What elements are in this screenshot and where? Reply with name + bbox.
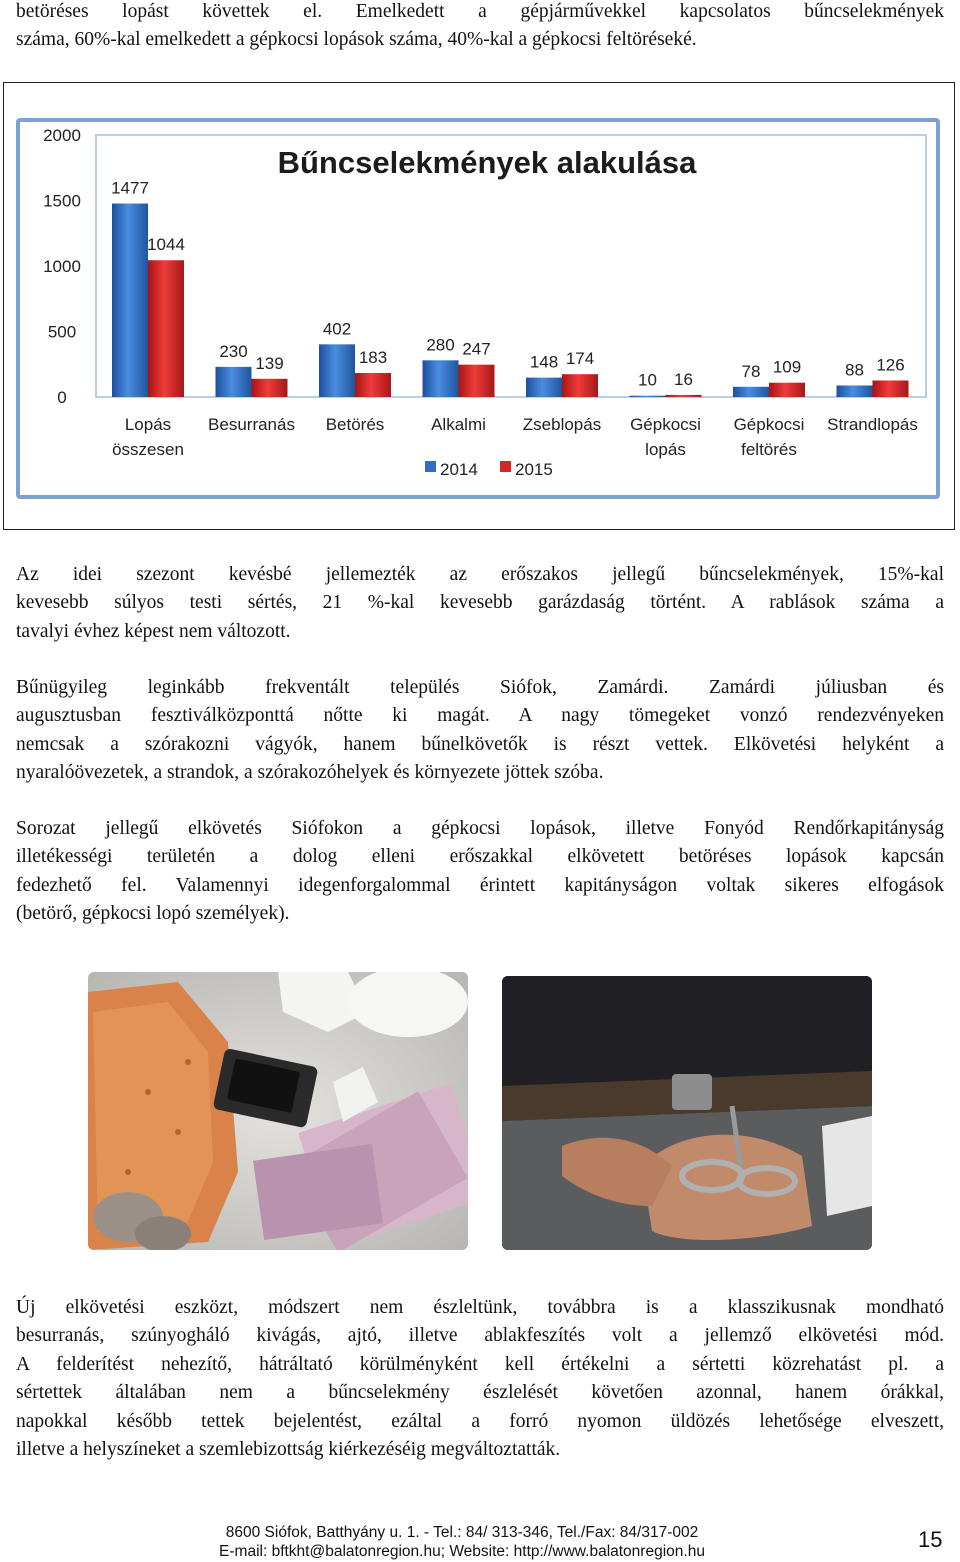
text-line: illetékességi területén a dolog elleni erőszakkal elkövetett betöréses lopások kapcsán	[16, 846, 944, 868]
bar-2015	[459, 365, 495, 397]
data-label-2014: 78	[741, 361, 761, 381]
legend-swatch-2014	[425, 461, 436, 472]
bar-2014	[630, 396, 666, 397]
text-line: Az idei szezont kevésbé jellemezték az erőszakos jellegű bűncselekmények, 15%-kal	[16, 564, 944, 585]
bar-2015	[355, 373, 391, 397]
x-category-label: Strandlopás	[827, 415, 918, 434]
x-category-label: összesen	[112, 440, 184, 459]
chart-title: Bűncselekmények alakulása	[277, 145, 697, 180]
text-line: sértettek általában nem a bűncselekmény észlelését követően azonnal, hanem órákkal,	[16, 1382, 944, 1404]
y-tick-label: 500	[47, 322, 77, 342]
text-line: kevesebb súlyos testi sértés, 21 %-kal kevesebb garázdaság történt. A rablások száma a	[16, 592, 944, 614]
bar-2014	[216, 367, 252, 397]
bars-group	[111, 179, 908, 397]
bar-2014	[526, 378, 562, 397]
handcuffed-suspect-photo	[502, 976, 872, 1250]
text-line: besurranás, szúnyogháló kivágás, ajtó, illetve ablakfeszítés volt a jellemző elkövetési mód.	[16, 1325, 944, 1347]
bar-2015	[769, 383, 805, 397]
text-line: száma, 60%-kal emelkedett a gépkocsi lopások száma, 40%-kal a gépkocsi feltöréseké.	[16, 29, 697, 51]
text-line: tavalyi évhez képest nem változott.	[16, 620, 291, 642]
data-label-2015: 247	[462, 339, 491, 359]
handcuffed-suspect-illustration	[502, 976, 872, 1250]
bar-2014	[733, 387, 769, 397]
crime-chart	[3, 82, 955, 530]
seized-items-illustration	[88, 972, 468, 1250]
x-category-label: feltörés	[741, 440, 797, 459]
y-tick-label: 2000	[43, 126, 81, 145]
paragraph-hotspots	[16, 674, 944, 788]
text-line: nemcsak a szórakozni vágyók, hanem bűnelkövetők is részt vettek. Elkövetési helyként a	[16, 733, 944, 755]
text-line: fedezhető fel. Valamennyi idegenforgalommal érintett kapitányságon voltak sikeres elfogások	[16, 874, 944, 896]
data-label-2015: 174	[565, 349, 595, 369]
legend-label-2014: 2014	[440, 460, 478, 479]
x-category-label: Gépkocsi	[630, 415, 701, 434]
y-tick-label: 0	[57, 388, 67, 407]
x-category-label: Betörés	[325, 415, 385, 434]
text-line: Sorozat jellegű elkövetés Siófokon a gépkocsi lopások, illetve Fonyód Rendőrkapitányság	[16, 818, 944, 839]
paragraph-methods	[16, 1294, 944, 1464]
intro-paragraph	[16, 0, 944, 55]
x-category-label: Gépkocsi	[733, 415, 805, 434]
data-label-2015: 16	[674, 369, 693, 389]
text-line: illetve a helyszíneket a szemlebizottság kiérkezéséig megváltoztatták.	[16, 1439, 561, 1461]
x-category-label: Besurranás	[208, 415, 295, 434]
bar-2015	[666, 395, 702, 397]
data-label-2014: 148	[529, 352, 559, 372]
text-line: (betörő, gépkocsi lopó személyek).	[16, 903, 290, 925]
y-axis	[43, 126, 81, 407]
data-label-2015: 139	[255, 353, 284, 373]
paragraph-violent-crime	[16, 561, 944, 646]
bar-2014	[423, 360, 459, 397]
data-label-2014: 230	[219, 341, 248, 361]
x-axis-labels	[112, 415, 918, 459]
text-line: Bűnügyileg leginkább frekventált település Siófok, Zamárdi. Zamárdi júliusban és	[16, 677, 944, 698]
bar-2015	[148, 260, 184, 397]
data-label-2014: 280	[426, 335, 455, 355]
data-label-2014: 402	[322, 319, 352, 339]
text-line: Új elkövetési eszközt, módszert nem észleltünk, továbbra is a klasszikusnak mondható	[16, 1297, 944, 1318]
legend	[425, 460, 553, 479]
data-label-2014: 1477	[111, 178, 149, 198]
text-line: augusztusban fesztiválközponttá nőtte ki magát. A nagy tömegeket vonzó rendezvényeken	[16, 705, 944, 727]
y-tick-label: 1000	[43, 257, 81, 276]
footer-address: 8600 Siófok, Batthyány u. 1. - Tel.: 84/ 313-346, Tel./Fax: 84/317-002	[225, 1524, 699, 1541]
bar-2014	[112, 204, 148, 397]
chart-canvas	[4, 83, 954, 529]
bar-2014	[319, 344, 355, 397]
y-tick-label: 1500	[43, 191, 81, 211]
seized-items-photo	[88, 972, 468, 1250]
footer-contact: E-mail: bftkht@balatonregion.hu; Website: http://www.balatonregion.hu	[219, 1543, 705, 1560]
bar-2015	[873, 380, 909, 397]
data-label-2015: 126	[876, 355, 905, 375]
x-category-label: Alkalmi	[431, 415, 486, 434]
paragraph-serial-offences	[16, 815, 944, 929]
legend-swatch-2015	[500, 461, 511, 472]
text-line: nyaralóövezetek, a strandok, a szórakozóhelyek és környezete jöttek szóba.	[16, 762, 604, 784]
text-line: betöréses lopást követtek el. Emelkedett a gépjárművekkel kapcsolatos bűncselekmények	[16, 1, 944, 22]
text-line: napokkal később tettek bejelentést, ezáltal a forró nyomon üldözés lehetősége elveszett,	[16, 1410, 944, 1432]
x-category-label: Zseblopás	[522, 415, 602, 434]
bar-2014	[837, 385, 873, 397]
data-label-2014: 88	[845, 360, 864, 380]
legend-label-2015: 2015	[515, 460, 553, 479]
page-number: 15	[918, 1527, 943, 1552]
bar-2015	[562, 374, 598, 397]
data-label-2015: 1044	[147, 235, 185, 255]
data-label-2015: 183	[358, 348, 388, 368]
data-label-2015: 109	[772, 357, 802, 377]
text-line: A felderítést nehezítő, hátráltató körülményként kell értékelni a sértetti közrehatást pl. a	[16, 1353, 944, 1375]
data-label-2014: 10	[638, 370, 657, 390]
bar-2015	[252, 379, 288, 397]
x-category-label: Lopás	[124, 415, 172, 434]
x-category-label: lopás	[645, 440, 686, 459]
